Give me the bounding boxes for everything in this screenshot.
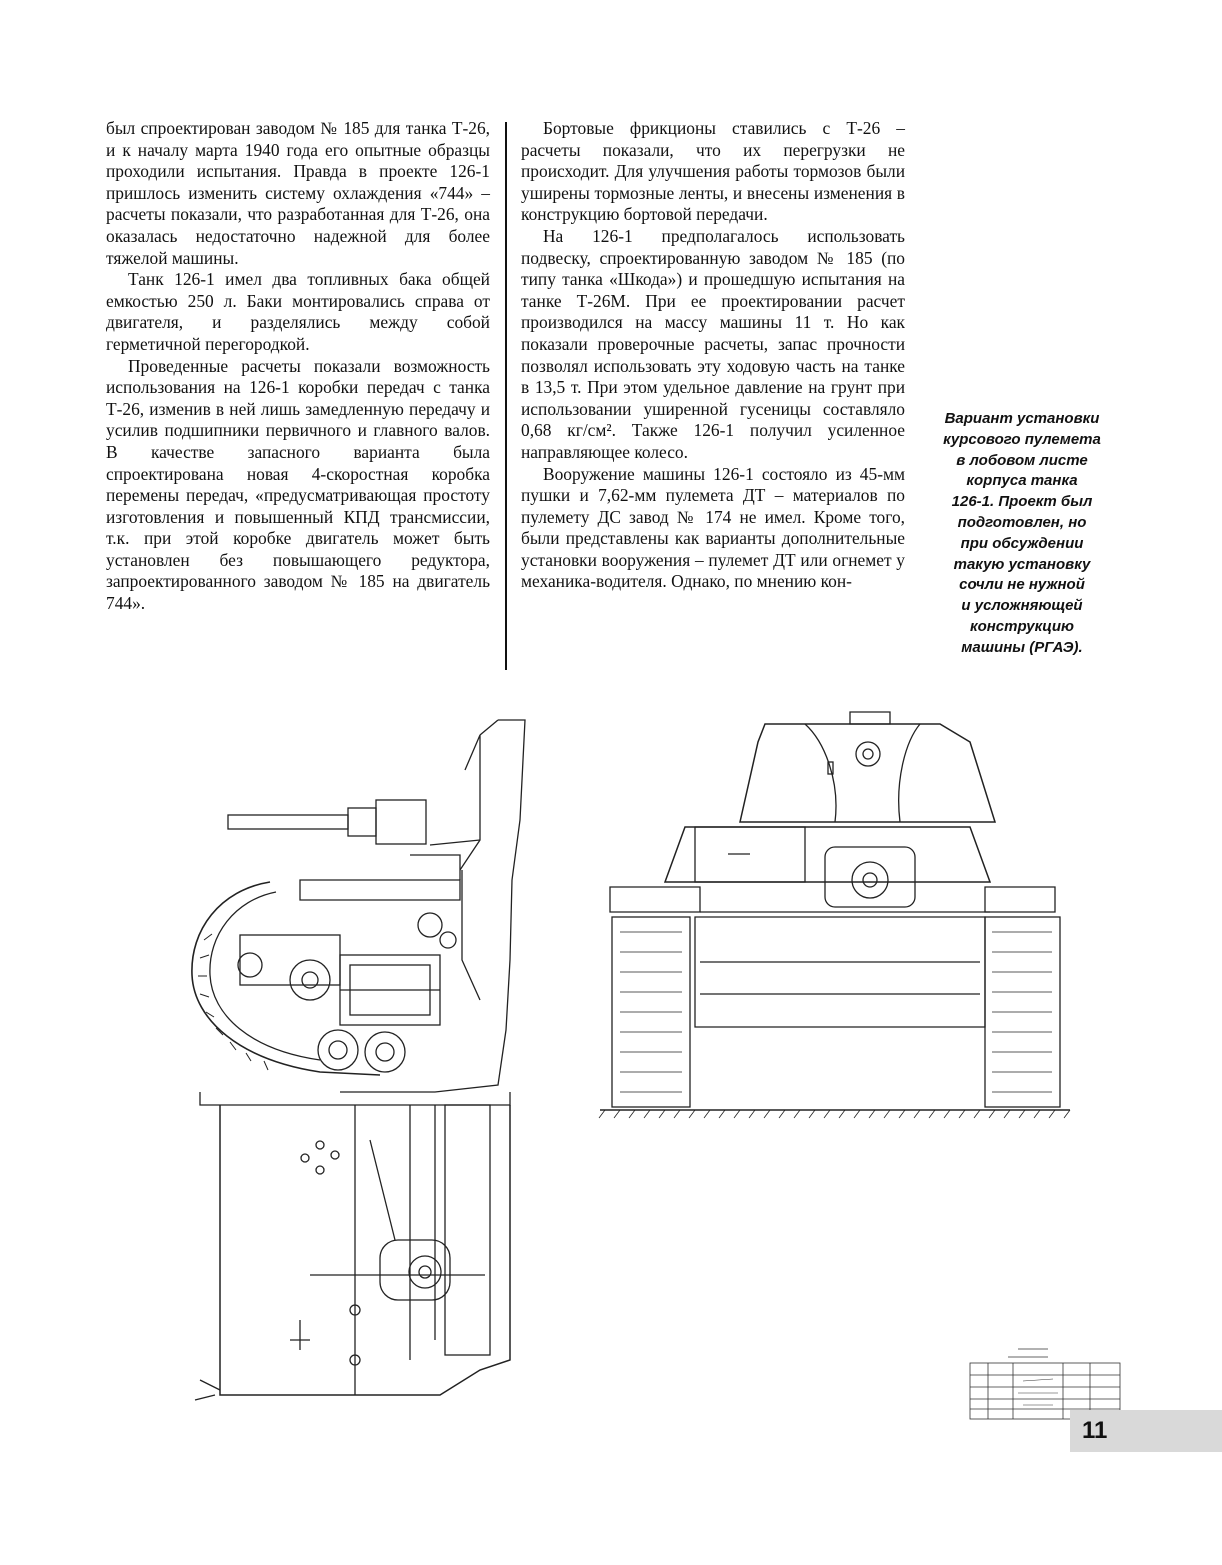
caption-line: машины (РГАЭ).	[961, 638, 1083, 656]
caption-line: при обсуждении	[960, 534, 1084, 552]
page-number: 11	[1082, 1417, 1108, 1444]
caption-line: конструкцию	[969, 617, 1075, 635]
caption-line: корпуса танка	[966, 472, 1078, 490]
caption-line: и усложняющей	[961, 597, 1083, 615]
paragraph: Танк 126-1 имел два топливных бака общей емкостью 250 л. Баки монтировались справа от двигателя, и разделялись между собой герметичной перегородкой.	[106, 269, 490, 354]
caption-line: 126-1. Проект был	[951, 493, 1093, 511]
caption-line: в лобовом листе	[956, 451, 1088, 469]
paragraph: На 126-1 предполагалось использовать подвеску, спроектированную заводом № 185 (по типу танка «Шкода») и прошедшую испытания на танке Т-26М. При ее проектировании расчет производился на массу машины 11 т. Но как показали проверочные расчеты, запас прочности позволял использовать эту ходовую часть на танке в 13,5 т. При этом удельное давление на грунт при использовании уширенной гусеницы составляло 0,68 кг/см². Также 126-1 получил усиленное направляющее колесо.	[521, 225, 905, 462]
text-column-right	[521, 118, 905, 593]
tank-hull-cutaway-drawing	[180, 700, 540, 1430]
paragraph: Бортовые фрикционы ставились с Т-26 – расчеты показали, что их перегрузки не происходит. Для улучшения работы тормозов были уширены тормозные ленты, и внесены изменения в конструкцию бортовой передачи.	[521, 118, 905, 225]
text-column-left	[106, 118, 490, 615]
caption-line: сочли не нужной	[959, 576, 1085, 594]
caption-line: подготовлен, но	[957, 513, 1087, 531]
paragraph: Проведенные расчеты показали возможность использования на 126-1 коробки передач с танка Т-26, изменив в ней лишь замедленную передачу и усилив подшипники первичного и главного валов. В качестве запасного варианта была спроектирована новая 4-скоростная коробка перемены передач, «предусматривающая простоту изготовления и повышенный КПД трансмиссии, т.к. при этой коробке двигатель может быть установлен без повышающего редуктора, запроектированного заводом № 185 на двигатель 744».	[106, 355, 490, 614]
tank-front-view-drawing	[590, 702, 1080, 1122]
paragraph: Вооружение машины 126-1 состояло из 45-мм пушки и 7,62-мм пулемета ДТ – материалов по пулемету ДС завод № 174 не имел. Кроме того, были представлены как варианты дополнительные установки вооружения – пулемет ДТ или огнемет у механика-водителя. Однако, по мнению кон-	[521, 463, 905, 592]
paragraph: был спроектирован заводом № 185 для танка Т-26, и к началу марта 1940 года его опытные образцы проходили испытания. Правда в проекте 126-1 пришлось изменить систему охлаждения «744» – расчеты показали, что разработанная для Т-26, она оказалась недостаточно надежной для более тяжелой машины.	[106, 118, 490, 268]
caption-line: курсового пулемета	[943, 430, 1101, 448]
figure-caption	[922, 409, 1122, 659]
caption-line: такую установку	[953, 555, 1091, 573]
caption-line: Вариант установки	[944, 410, 1100, 427]
column-divider	[505, 122, 507, 670]
